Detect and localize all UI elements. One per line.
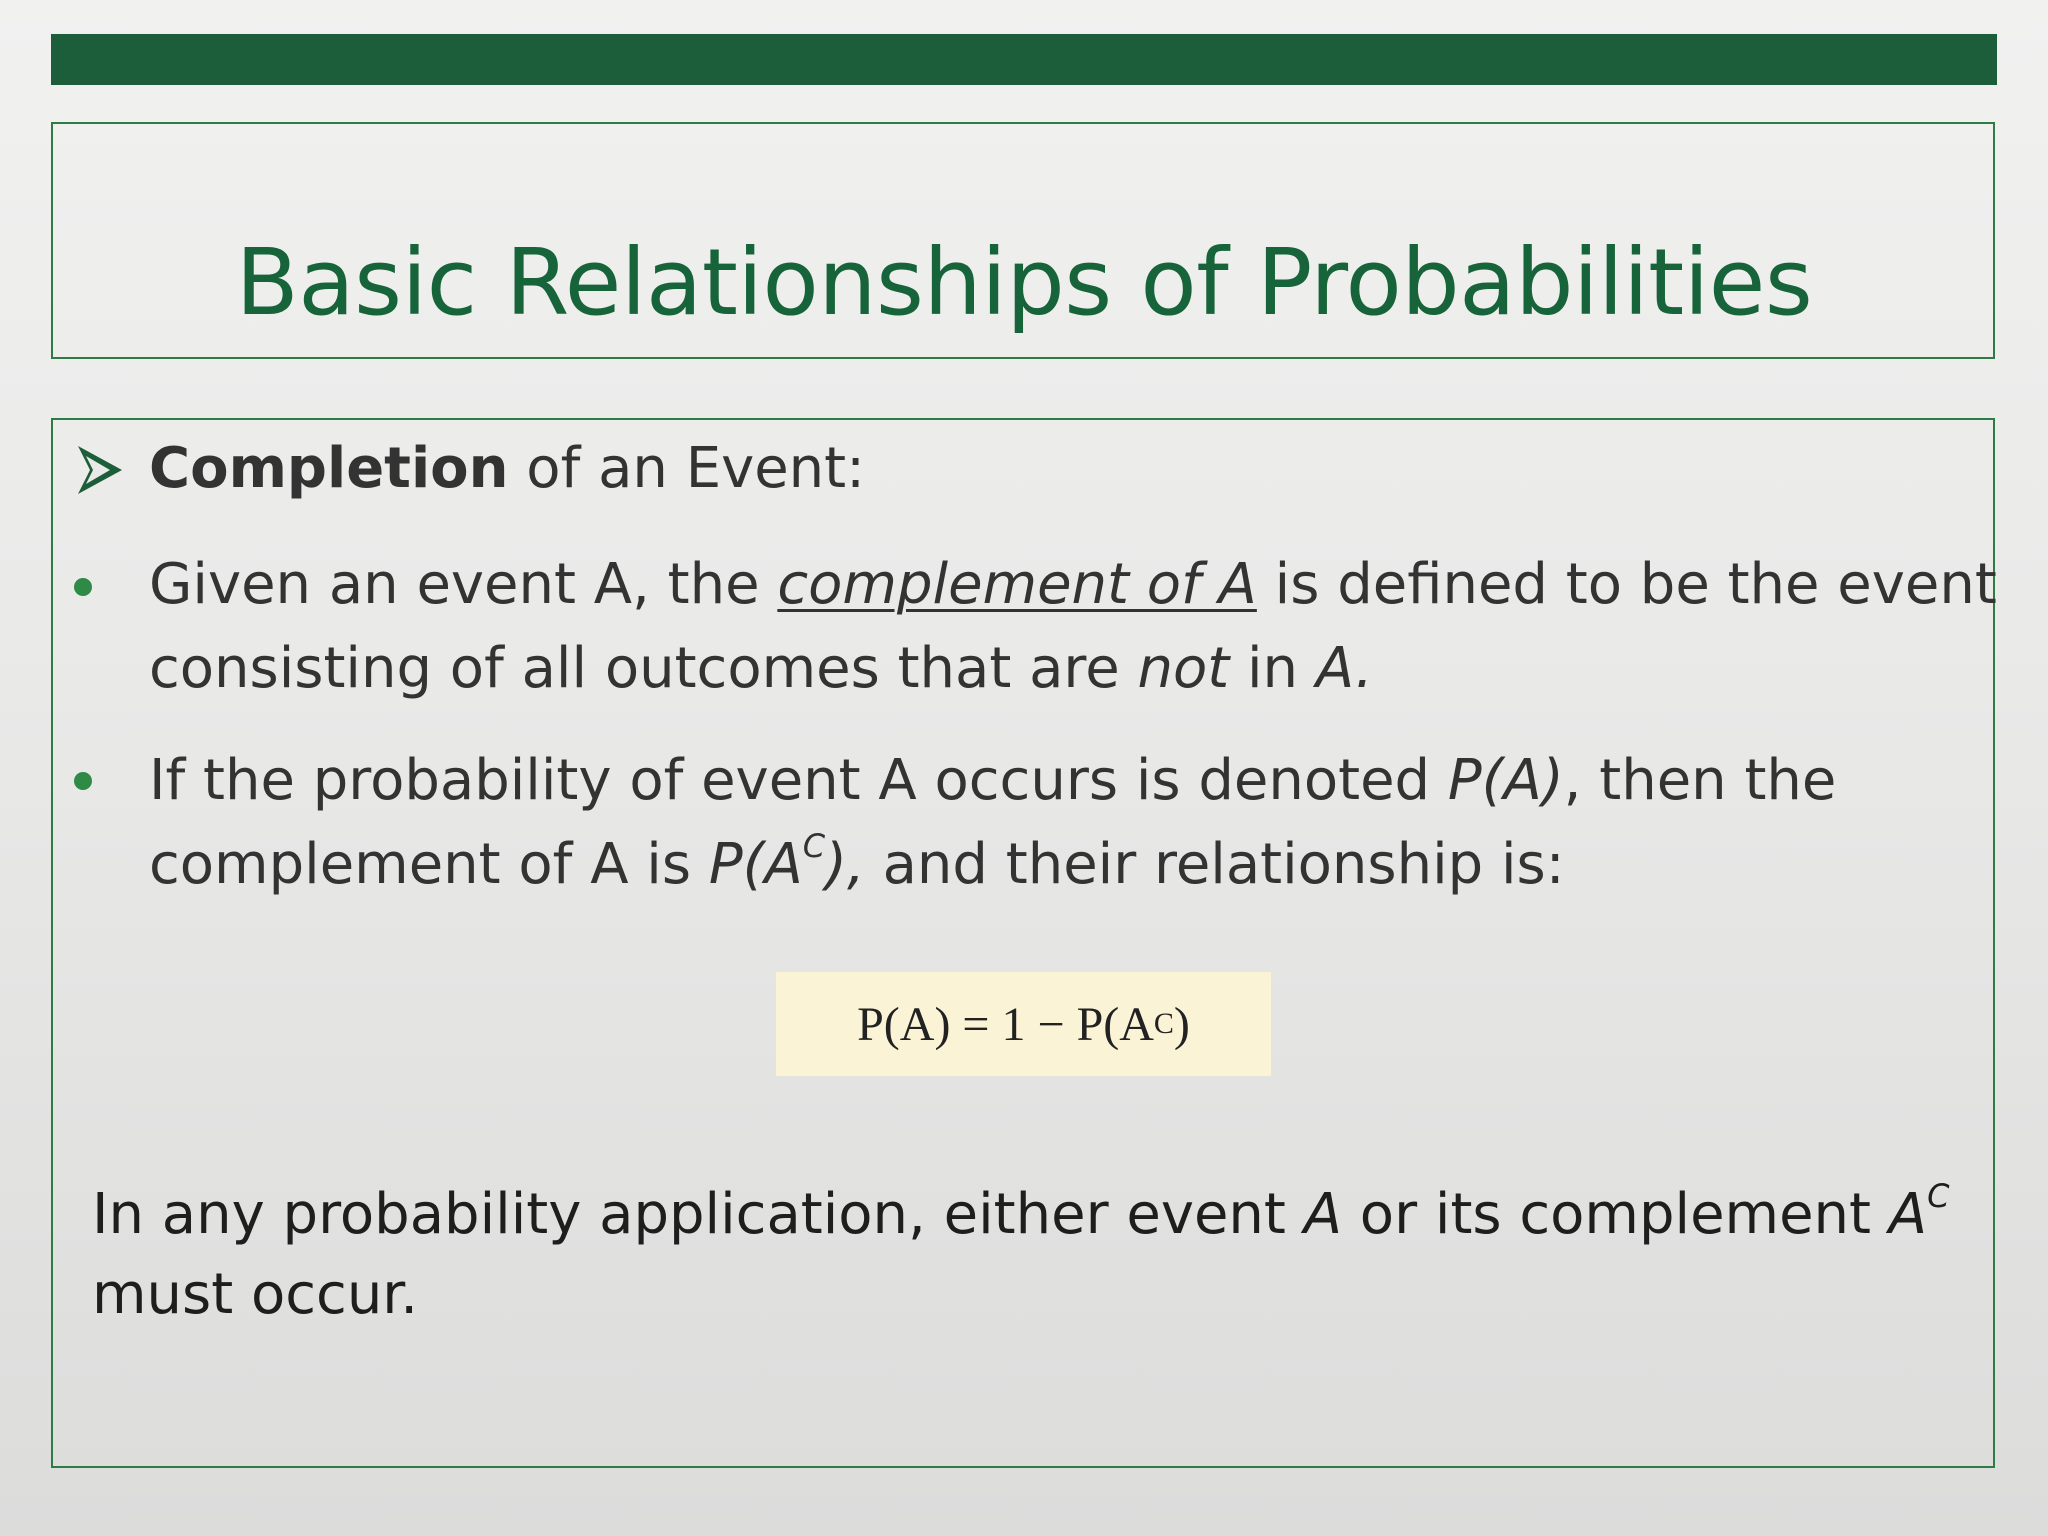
pa-notation: P(A): [1447, 748, 1564, 813]
bullet2-line1: [149, 746, 1836, 816]
bullet1-line2-in: in: [1229, 636, 1316, 701]
bullet2-line2-cont: and their relationship is:: [864, 832, 1565, 897]
top-accent-bar: [51, 34, 1997, 85]
bullet2-text: If the probability of event A occurs is denoted: [149, 748, 1448, 813]
heading-line: [149, 434, 865, 504]
bullet1-line2-text: consisting of all outcomes that are: [149, 636, 1138, 701]
formula-box: P(A) = 1 − P(A C ): [776, 972, 1271, 1076]
heading-bold: Completion: [149, 436, 509, 501]
bullet1-text-cont: is defined to be the event: [1256, 552, 1997, 617]
note-text: In any probability application, either event: [92, 1182, 1304, 1247]
pac-base: P(A: [708, 832, 803, 897]
not-emphasis: not: [1137, 636, 1230, 701]
bullet2-line2: [149, 827, 1565, 900]
complement-term: complement of A: [777, 552, 1257, 617]
slide-title: Basic Relationships of Probabilities: [235, 229, 1813, 336]
pac-notation: [708, 827, 865, 897]
bullet2-line2-text: complement of A is: [149, 832, 709, 897]
heading-rest: of an Event:: [508, 436, 865, 501]
event-a-italic: A.: [1315, 636, 1373, 701]
bullet1-line1: [149, 550, 1997, 620]
formula-end: ): [1173, 997, 1190, 1051]
note-event-a: A: [1303, 1182, 1342, 1247]
arrow-bullet-icon: [76, 442, 124, 498]
note-ac-sup: C: [1927, 1177, 1950, 1215]
note-line1: [92, 1176, 1949, 1254]
note-line2: must occur.: [92, 1262, 418, 1327]
note-text-cont: or its complement: [1342, 1182, 1889, 1247]
note-ac-base: A: [1888, 1182, 1928, 1247]
bullet1-text: Given an event A, the: [149, 552, 778, 617]
pac-end: ),: [825, 832, 865, 897]
bullet1-line2: [149, 634, 1373, 704]
bullet-dot-icon: [74, 578, 92, 596]
bullet-dot-icon: [74, 772, 92, 790]
formula-lhs: P(A) = 1 − P(A: [857, 997, 1154, 1051]
bullet2-text-cont: , then the: [1563, 748, 1837, 813]
pac-sup: C: [802, 827, 826, 865]
